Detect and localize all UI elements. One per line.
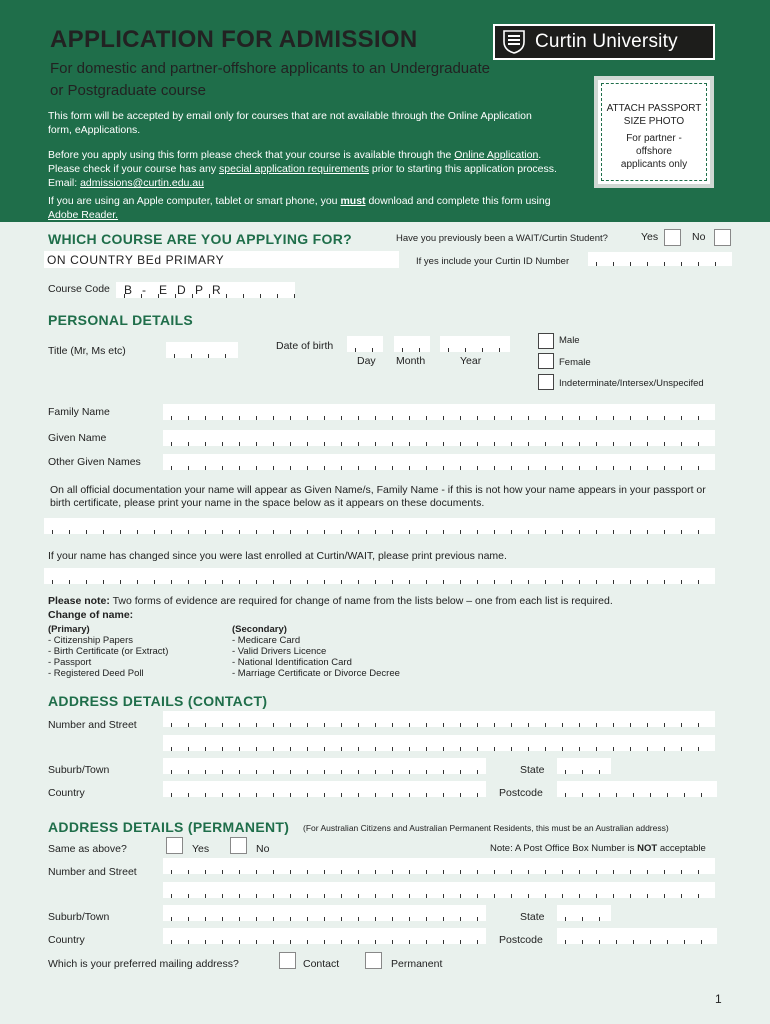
contact-state-label: State	[520, 764, 545, 776]
text: . Please check if your course has any	[48, 149, 542, 175]
same-no-checkbox[interactable]	[230, 837, 247, 854]
text: Before you apply using this form please check that your course is available through the	[48, 149, 455, 161]
photo-note: For partner -	[626, 133, 682, 144]
secondary-list	[232, 624, 400, 679]
apple-paragraph	[48, 194, 568, 222]
code-char: -	[142, 283, 147, 297]
po-box-note	[490, 843, 706, 854]
mailing-contact-label: Contact	[303, 958, 340, 970]
admissions-email-link[interactable]: admissions@curtin.edu.au	[80, 177, 204, 189]
list-item: - National Identification Card	[232, 657, 352, 668]
course-name-input[interactable]: ON COUNTRY BEd PRIMARY	[44, 251, 399, 268]
perm-state-label: State	[520, 911, 545, 923]
please-note-bold: Please note:	[48, 595, 110, 607]
name-changed-note: If your name has changed since you were last enrolled at Curtin/WAIT, please print previous name.	[48, 550, 507, 562]
curtin-id-label: If yes include your Curtin ID Number	[416, 256, 570, 267]
perm-country-label: Country	[48, 934, 85, 946]
document-name-input[interactable]	[44, 518, 715, 534]
same-yes-checkbox[interactable]	[166, 837, 183, 854]
family-name-label: Family Name	[48, 406, 110, 418]
contact-state-input[interactable]	[557, 758, 611, 774]
list-item: - Birth Certificate (or Extract)	[48, 646, 169, 657]
other-names-label: Other Given Names	[48, 456, 141, 468]
page-subtitle: For domestic and partner-offshore applicants to an Undergraduate or Postgraduate course	[50, 60, 490, 99]
text: Two forms of evidence are required for change of name from the lists below – one from each list is required.	[109, 595, 613, 607]
intro-paragraph: This form will be accepted by email only for courses that are not available through the Online Application form, eApplications.	[48, 110, 532, 136]
prev-yes-checkbox[interactable]	[664, 229, 681, 246]
course-code-label: Course Code	[48, 283, 110, 295]
mailing-permanent-label: Permanent	[391, 958, 443, 970]
contact-street-label: Number and Street	[48, 719, 137, 731]
dob-label: Date of birth	[276, 340, 334, 352]
photo-note: applicants only	[620, 159, 688, 170]
contact-street-input-1[interactable]	[163, 711, 715, 727]
day-label: Day	[357, 355, 376, 367]
same-as-label: Same as above?	[48, 843, 127, 855]
prev-student-question: Have you previously been a WAIT/Curtin Student?	[396, 233, 608, 244]
dob-month-input[interactable]	[394, 336, 430, 352]
family-name-input[interactable]	[163, 404, 715, 420]
check-course-paragraph	[48, 148, 558, 190]
list-item: - Marriage Certificate or Divorce Decree	[232, 668, 400, 679]
contact-country-input[interactable]	[163, 781, 486, 797]
other-names-input[interactable]	[163, 454, 715, 470]
perm-postcode-label: Postcode	[499, 934, 543, 946]
photo-note: offshore	[636, 146, 672, 157]
text: Note: A Post Office Box Number is	[490, 843, 638, 854]
text: If you are using an Apple computer, tablet or smart phone, you	[48, 195, 341, 207]
perm-street-input-1[interactable]	[163, 858, 715, 874]
mailing-contact-checkbox[interactable]	[279, 952, 296, 969]
indeterminate-label: Indeterminate/Intersex/Unspecifed	[559, 378, 704, 389]
list-heading: (Secondary)	[232, 624, 287, 635]
list-heading: (Primary)	[48, 624, 90, 635]
course-heading: WHICH COURSE ARE YOU APPLYING FOR?	[48, 231, 352, 247]
permanent-address-heading: ADDRESS DETAILS (PERMANENT)	[48, 819, 290, 835]
contact-address-heading: ADDRESS DETAILS (CONTACT)	[48, 693, 268, 709]
year-label: Year	[460, 355, 482, 367]
female-checkbox[interactable]	[538, 353, 554, 369]
previous-name-input[interactable]	[44, 568, 715, 584]
personal-heading: PERSONAL DETAILS	[48, 312, 194, 328]
text: prior to starting this application process. Email:	[48, 163, 557, 189]
perm-postcode-input[interactable]	[557, 928, 717, 944]
photo-label: SIZE PHOTO	[623, 116, 685, 127]
list-item: - Passport	[48, 657, 92, 668]
perm-street-input-2[interactable]	[163, 882, 715, 898]
perm-suburb-input[interactable]	[163, 905, 486, 921]
text: acceptable	[657, 843, 706, 854]
curtin-id-input[interactable]	[588, 252, 732, 266]
permanent-address-note: (For Australian Citizens and Australian Permanent Residents, this must be an Australian address)	[303, 823, 669, 833]
contact-postcode-label: Postcode	[499, 787, 543, 799]
mailing-question: Which is your preferred mailing address?	[48, 958, 239, 970]
indeterminate-checkbox[interactable]	[538, 374, 554, 390]
code-char: P	[195, 283, 204, 297]
perm-country-input[interactable]	[163, 928, 486, 944]
list-item: - Valid Drivers Licence	[232, 646, 327, 657]
month-label: Month	[396, 355, 426, 367]
list-item: - Citizenship Papers	[48, 635, 134, 646]
mailing-permanent-checkbox[interactable]	[365, 952, 382, 969]
dob-year-input[interactable]	[440, 336, 510, 352]
code-char: R	[212, 283, 222, 297]
photo-label: ATTACH PASSPORT	[606, 103, 702, 114]
code-char: D	[177, 283, 187, 297]
prev-no-label: No	[692, 231, 706, 243]
official-name-note: On all official documentation your name will appear as Given Name/s, Family Name - if this is not how your name appears in your passport or birth certificate, please print your name in the space below as it appears on these documents.	[50, 484, 706, 509]
prev-yes-label: Yes	[641, 231, 659, 243]
adobe-reader-link[interactable]: Adobe Reader.	[48, 209, 119, 221]
change-of-name-heading: Change of name:	[48, 609, 134, 621]
text: download and complete this form using	[365, 195, 551, 207]
dob-day-input[interactable]	[347, 336, 383, 352]
perm-suburb-label: Suburb/Town	[48, 911, 110, 923]
logo-text: Curtin University	[535, 31, 678, 52]
given-name-input[interactable]	[163, 430, 715, 446]
special-requirements-link[interactable]: special application requirements	[219, 163, 370, 175]
same-no-label: No	[256, 843, 270, 855]
not-emphasis: NOT	[637, 843, 658, 854]
contact-country-label: Country	[48, 787, 85, 799]
contact-suburb-label: Suburb/Town	[48, 764, 110, 776]
given-name-label: Given Name	[48, 432, 107, 444]
same-yes-label: Yes	[192, 843, 210, 855]
contact-street-input-2[interactable]	[163, 735, 715, 751]
change-evidence-note	[48, 595, 728, 608]
page-number: 1	[715, 992, 722, 1006]
title-input[interactable]	[166, 342, 238, 358]
perm-state-input[interactable]	[557, 905, 611, 921]
male-label: Male	[559, 335, 580, 346]
contact-suburb-input[interactable]	[163, 758, 486, 774]
must-emphasis: must	[340, 195, 366, 207]
male-checkbox[interactable]	[538, 333, 554, 349]
female-label: Female	[559, 357, 591, 368]
prev-no-checkbox[interactable]	[714, 229, 731, 246]
photo-box	[594, 76, 714, 188]
online-application-link[interactable]: Online Application	[454, 149, 539, 161]
primary-list	[48, 624, 168, 679]
code-char: B	[124, 283, 133, 297]
perm-street-label: Number and Street	[48, 866, 137, 878]
code-char: E	[159, 283, 168, 297]
page-title: APPLICATION FOR ADMISSION	[50, 26, 418, 53]
list-item: - Medicare Card	[232, 635, 301, 646]
curtin-logo	[491, 22, 717, 62]
contact-postcode-input[interactable]	[557, 781, 717, 797]
title-label: Title (Mr, Ms etc)	[48, 345, 126, 357]
crest-icon	[503, 30, 525, 54]
list-item: - Registered Deed Poll	[48, 668, 144, 679]
